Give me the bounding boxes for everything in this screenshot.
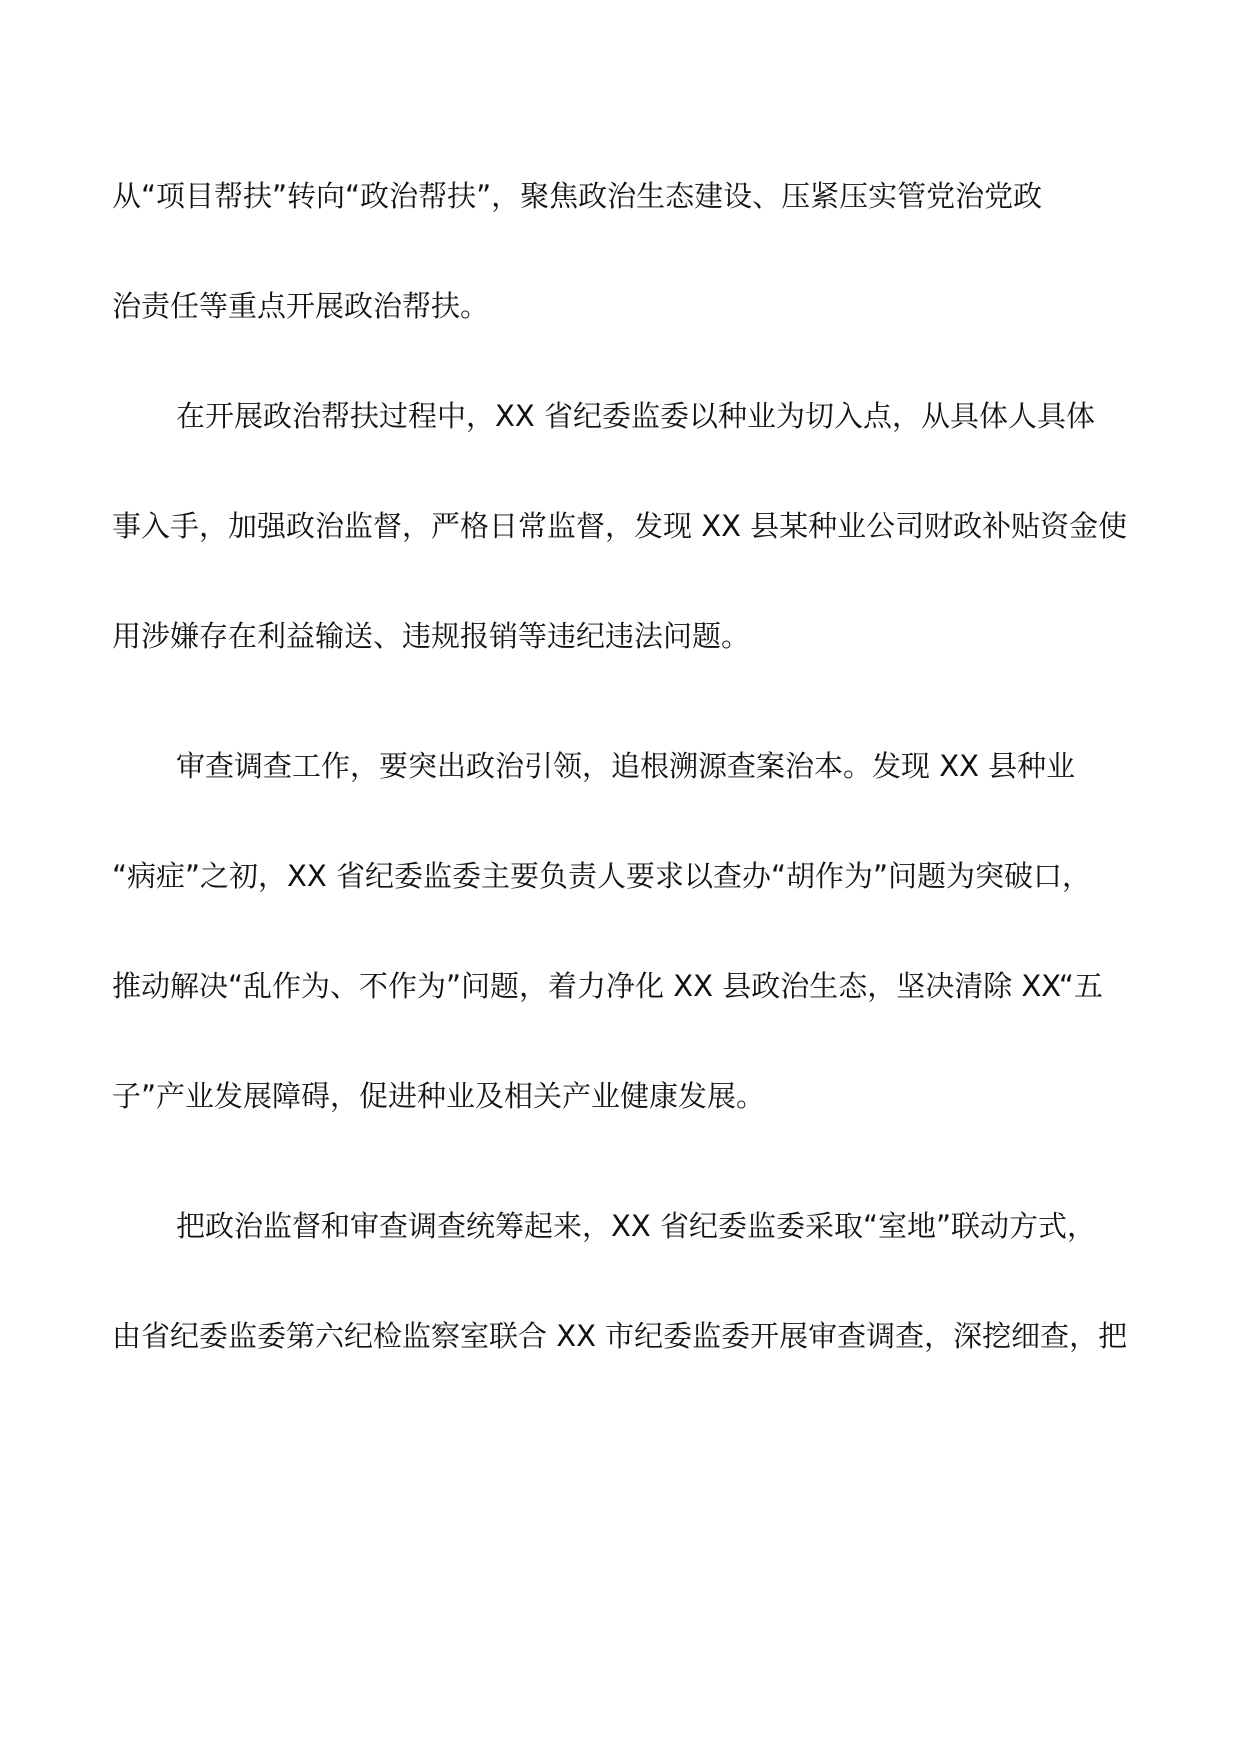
text-line: 用涉嫌存在利益输送、违规报销等违纪违法问题。 xyxy=(112,619,751,653)
text-line: 推动解决“乱作为、不作为”问题，着力净化 XX 县政治生态，坚决清除 XX“五 xyxy=(112,969,1103,1003)
paragraph-start-line: 在开展政治帮扶过程中，XX 省纪委监委以种业为切入点，从具体人具体 xyxy=(176,399,1095,433)
text-line: 治责任等重点开展政治帮扶。 xyxy=(112,289,490,323)
text-line: “病症”之初，XX 省纪委监委主要负责人要求以查办“胡作为”问题为突破口， xyxy=(112,859,1092,893)
text-line: 从“项目帮扶”转向“政治帮扶”，聚焦政治生态建设、压紧压实管党治党政 xyxy=(112,179,1043,213)
paragraph-start-line: 审查调查工作，要突出政治引领，追根溯源查案治本。发现 XX 县种业 xyxy=(176,749,1076,783)
text-line: 子”产业发展障碍，促进种业及相关产业健康发展。 xyxy=(112,1079,766,1113)
text-line: 由省纪委监委第六纪检监察室联合 XX 市纪委监委开展审查调查，深挖细查，把 xyxy=(112,1319,1128,1353)
paragraph-start-line: 把政治监督和审查调查统筹起来，XX 省纪委监委采取“室地”联动方式， xyxy=(176,1209,1097,1243)
text-line: 事入手，加强政治监督，严格日常监督，发现 XX 县某种业公司财政补贴资金使 xyxy=(112,509,1128,543)
